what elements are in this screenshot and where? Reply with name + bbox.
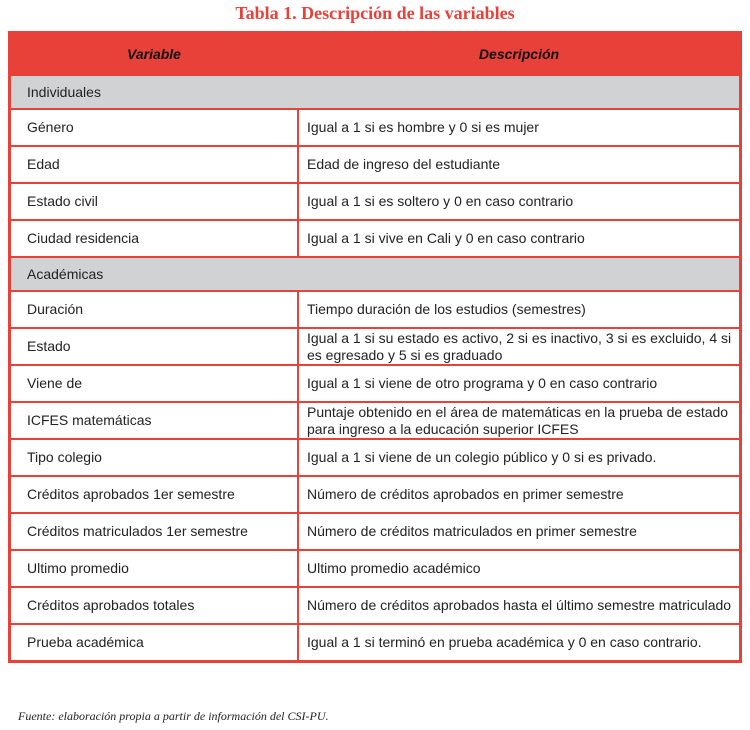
description-cell: Igual a 1 si es hombre y 0 si es mujer [298, 109, 741, 146]
description-cell: Ultimo promedio académico [298, 550, 741, 587]
variable-cell: Créditos aprobados totales [10, 587, 299, 624]
table-row [10, 328, 741, 365]
source-note: Fuente: elaboración propia a partir de información del CSI-PU. [18, 709, 329, 723]
header-descripcion: Descripción [298, 33, 741, 76]
table-title: Tabla 1. Descripción de las variables [235, 3, 515, 23]
table-row [10, 476, 741, 513]
variable-cell: ICFES matemáticas [10, 402, 299, 439]
variable-cell: Viene de [10, 365, 299, 402]
table-row [10, 402, 741, 439]
description-cell: Igual a 1 si su estado es activo, 2 si es inactivo, 3 si es excluido, 4 si es egresado y 5 si es graduado [298, 328, 741, 365]
description-cell: Tiempo duración de los estudios (semestres) [298, 291, 741, 328]
table-row [10, 587, 741, 624]
description-cell: Igual a 1 si es soltero y 0 en caso contrario [298, 183, 741, 220]
description-cell: Número de créditos aprobados hasta el último semestre matriculado [298, 587, 741, 624]
table-row [10, 439, 741, 476]
variable-cell: Estado [10, 328, 299, 365]
table-row [10, 220, 741, 257]
description-cell: Igual a 1 si terminó en prueba académica y 0 en caso contrario. [298, 624, 741, 662]
variable-cell: Créditos matriculados 1er semestre [10, 513, 299, 550]
description-cell: Edad de ingreso del estudiante [298, 146, 741, 183]
group-row [10, 75, 741, 109]
variables-table [8, 31, 742, 663]
variable-cell: Tipo colegio [10, 439, 299, 476]
variable-cell: Género [10, 109, 299, 146]
description-cell: Igual a 1 si viene de otro programa y 0 en caso contrario [298, 365, 741, 402]
description-cell: Igual a 1 si vive en Cali y 0 en caso contrario [298, 220, 741, 257]
table-row [10, 109, 741, 146]
description-cell: Igual a 1 si viene de un colegio público y 0 si es privado. [298, 439, 741, 476]
variable-cell: Estado civil [10, 183, 299, 220]
table-header [10, 33, 741, 76]
variable-cell: Ciudad residencia [10, 220, 299, 257]
description-cell: Número de créditos matriculados en primer semestre [298, 513, 741, 550]
variable-cell: Duración [10, 291, 299, 328]
group-label: Académicas [10, 257, 741, 291]
group-label: Individuales [10, 75, 741, 109]
variable-cell: Ultimo promedio [10, 550, 299, 587]
variable-cell: Prueba académica [10, 624, 299, 662]
description-cell: Número de créditos aprobados en primer semestre [298, 476, 741, 513]
description-cell: Puntaje obtenido en el área de matemáticas en la prueba de estado para ingreso a la educación superior ICFES [298, 402, 741, 439]
table-row [10, 550, 741, 587]
header-variable: Variable [10, 33, 299, 76]
variable-cell: Edad [10, 146, 299, 183]
group-row [10, 257, 741, 291]
table-row [10, 183, 741, 220]
table-row [10, 624, 741, 662]
variable-cell: Créditos aprobados 1er semestre [10, 476, 299, 513]
table-row [10, 146, 741, 183]
table-row [10, 365, 741, 402]
table-row [10, 513, 741, 550]
table-row [10, 291, 741, 328]
